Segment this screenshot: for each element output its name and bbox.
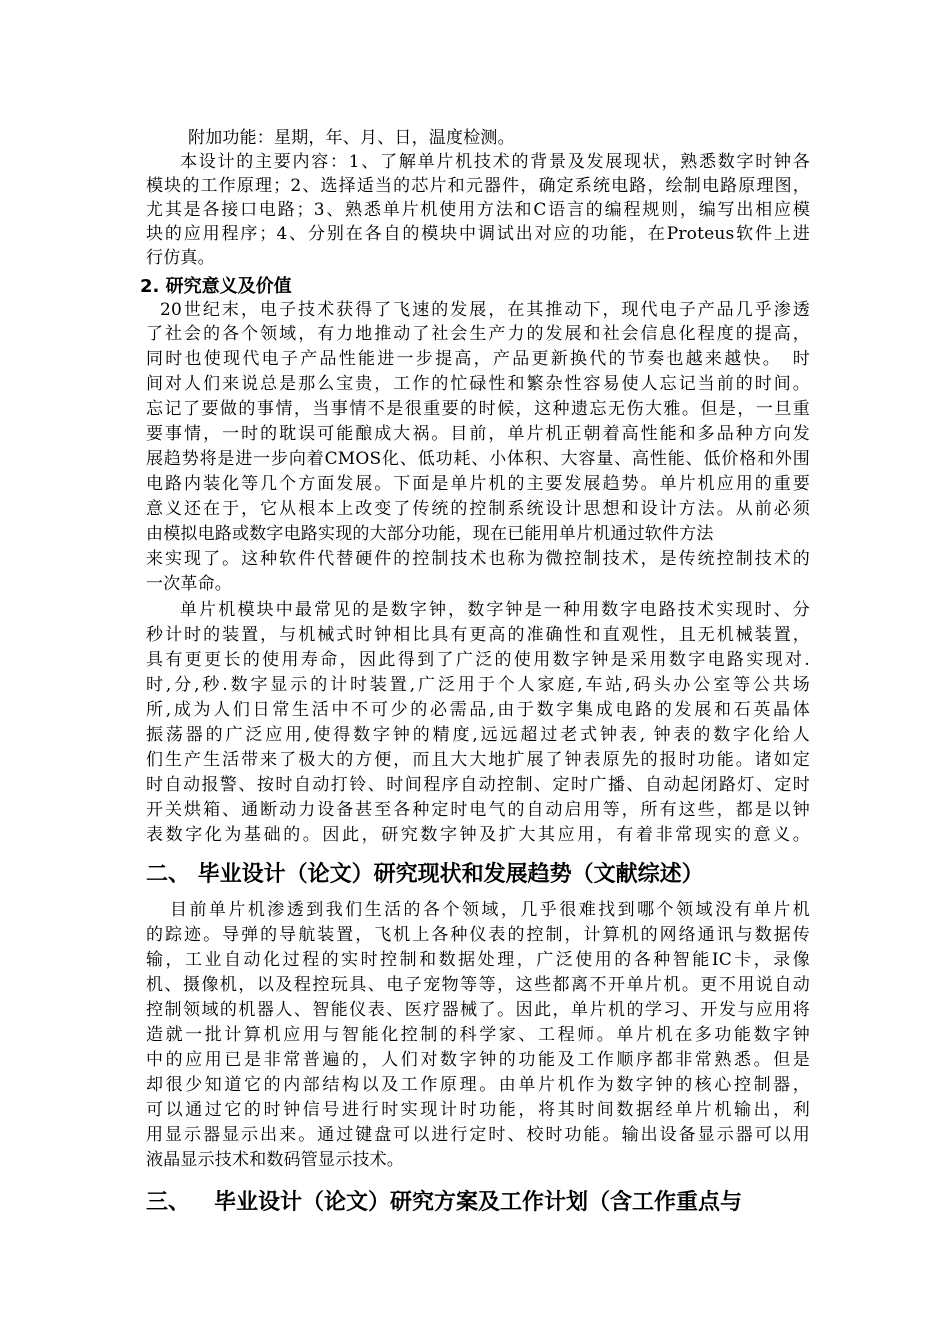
- paragraph-line: 时自动报警、按时自动打铃、时间程序自动控制、定时广播、自动起闭路灯、定时: [146, 775, 810, 795]
- paragraph-line: 却很少知道它的内部结构以及工作原理。由单片机作为数字钟的核心控制器，: [146, 1075, 810, 1095]
- paragraph-line: 们生产生活带来了极大的方便，而且大大地扩展了钟表原先的报时功能。诸如定: [146, 750, 810, 770]
- paragraph-line: 了社会的各个领域，有力地推动了社会生产力的发展和社会信息化程度的提高，: [146, 324, 810, 344]
- paragraph-line: 控制领域的机器人、智能仪表、医疗器械了。因此，单片机的学习、开发与应用将: [146, 1000, 810, 1020]
- paragraph-line: 用显示器显示出来。通过键盘可以进行定时、校时功能。输出设备显示器可以用: [146, 1125, 810, 1145]
- intro-line: 本设计的主要内容：1、了解单片机技术的背景及发展现状，熟悉数字时钟各: [180, 152, 810, 172]
- paragraph-line: 输，工业自动化过程的实时控制和数据处理，广泛使用的各种智能IC卡，录像: [146, 950, 810, 970]
- intro-line: 块的应用程序；4、分别在各自的模块中调试出对应的功能，在Proteus软件上进: [146, 224, 810, 244]
- paragraph-line: 同时也使现代电子产品性能进一步提高，产品更新换代的节奏也越来越快。 时: [146, 349, 810, 369]
- chapter-heading: 二、 毕业设计（论文）研究现状和发展趋势（文献综述）: [146, 862, 704, 887]
- paragraph-line: 电路内装化等几个方面发展。下面是单片机的主要发展趋势。单片机应用的重要: [146, 474, 810, 494]
- paragraph-line: 具有更更长的使用寿命，因此得到了广泛的使用数字钟是采用数字电路实现对.: [146, 650, 810, 670]
- paragraph-line: 开关烘箱、通断动力设备甚至各种定时电气的自动启用等，所有这些，都是以钟: [146, 800, 810, 820]
- paragraph-line: 20世纪末，电子技术获得了飞速的发展，在其推动下，现代电子产品几乎渗透: [160, 300, 810, 320]
- paragraph-line: 一次革命。: [146, 574, 232, 594]
- paragraph-line: 时,分,秒.数字显示的计时装置,广泛用于个人家庭,车站,码头办公室等公共场: [146, 675, 810, 695]
- paragraph-line: 中的应用已是非常普遍的，人们对数字钟的功能及工作顺序都非常熟悉。但是: [146, 1050, 810, 1070]
- intro-line: 模块的工作原理；2、选择适当的芯片和元器件，确定系统电路，绘制电路原理图，: [146, 176, 810, 196]
- chapter-heading-number: 三、: [146, 1190, 191, 1215]
- paragraph-line: 的踪迹。导弹的导航装置，飞机上各种仪表的控制，计算机的网络通讯与数据传: [146, 925, 810, 945]
- paragraph-line: 来实现了。这种软件代替硬件的控制技术也称为微控制技术，是传统控制技术的: [146, 549, 810, 569]
- section-heading: 2. 研究意义及价值: [140, 276, 292, 297]
- paragraph-line: 展趋势将是进一步向着CMOS化、低功耗、小体积、大容量、高性能、低价格和外围: [146, 449, 810, 469]
- intro-line: 尤其是各接口电路；3、熟悉单片机使用方法和C语言的编程规则，编写出相应模: [146, 200, 810, 220]
- intro-line: 附加功能：星期，年、月、日，温度检测。: [188, 128, 515, 148]
- paragraph-line: 由模拟电路或数字电路实现的大部分功能，现在已能用单片机通过软件方法: [146, 524, 714, 544]
- paragraph-line: 表数字化为基础的。因此，研究数字钟及扩大其应用，有着非常现实的意义。: [146, 825, 810, 845]
- intro-line: 行仿真。: [146, 248, 215, 268]
- paragraph-line: 可以通过它的时钟信号进行时实现计时功能，将其时间数据经单片机输出，利: [146, 1100, 810, 1120]
- paragraph-line: 目前单片机渗透到我们生活的各个领域，几乎很难找到哪个领域没有单片机: [170, 900, 810, 920]
- paragraph-line: 振荡器的广泛应用,使得数字钟的精度,远远超过老式钟表, 钟表的数字化给人: [146, 725, 810, 745]
- chapter-heading: 毕业设计（论文）研究方案及工作计划（含工作重点与: [214, 1190, 743, 1215]
- paragraph-line: 忘记了要做的事情，当事情不是很重要的时候，这种遗忘无伤大雅。但是，一旦重: [146, 399, 810, 419]
- paragraph-line: 机、摄像机，以及程控玩具、电子宠物等等，这些都离不开单片机。更不用说自动: [146, 975, 810, 995]
- paragraph-line: 要事情，一时的耽误可能酿成大祸。目前，单片机正朝着高性能和多品种方向发: [146, 424, 810, 444]
- paragraph-line: 液晶显示技术和数码管显示技术。: [146, 1150, 404, 1170]
- paragraph-line: 单片机模块中最常见的是数字钟，数字钟是一种用数字电路技术实现时、分: [180, 600, 810, 620]
- paragraph-line: 秒计时的装置，与机械式时钟相比具有更高的准确性和直观性，且无机械装置，: [146, 625, 810, 645]
- paragraph-line: 造就一批计算机应用与智能化控制的科学家、工程师。单片机在多功能数字钟: [146, 1025, 810, 1045]
- paragraph-line: 意义还在于，它从根本上改变了传统的控制系统设计思想和设计方法。从前必须: [146, 499, 810, 519]
- paragraph-line: 间对人们来说总是那么宝贵，工作的忙碌性和繁杂性容易使人忘记当前的时间。: [146, 374, 810, 394]
- paragraph-line: 所,成为人们日常生活中不可少的必需品,由于数字集成电路的发展和石英晶体: [146, 700, 810, 720]
